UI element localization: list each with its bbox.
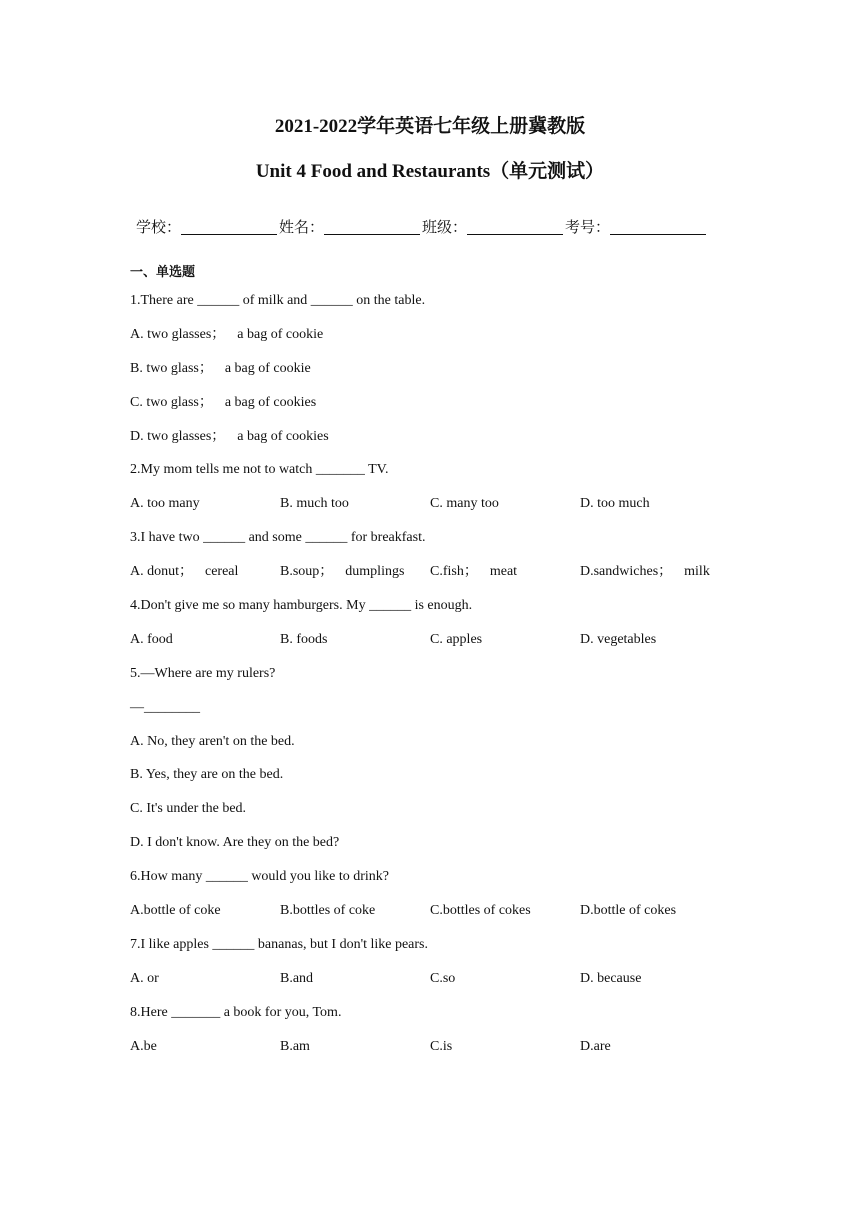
option-a: A. food: [130, 631, 173, 647]
section-heading: 一、单选题: [130, 265, 196, 280]
option-d: D.sandwiches； milk: [580, 564, 710, 580]
option-c: C. It's under the bed.: [130, 801, 247, 817]
name-label: 姓名：: [279, 220, 325, 236]
option-b: [130, 357, 770, 391]
option-b: B. much too: [280, 496, 349, 512]
class-blank[interactable]: [467, 218, 563, 235]
option-text: a bag of cookies: [237, 428, 329, 444]
option-row: [130, 628, 770, 662]
question-stem: 6.How many ______ would you like to drink?: [130, 869, 389, 885]
option-b: B.and: [280, 970, 314, 986]
option-a: A. No, they aren't on the bed.: [130, 733, 295, 749]
option-c: C.fish； meat: [430, 564, 518, 580]
question-stem: 8.Here _______ a book for you, Tom.: [130, 1004, 342, 1020]
option-a: A. or: [130, 970, 159, 986]
option-d: [130, 425, 770, 459]
question-stem: 3.I have two ______ and some ______ for breakfast.: [130, 530, 426, 546]
option-a: A. too many: [130, 496, 200, 512]
option-row: [130, 492, 770, 526]
question-stem: 2.My mom tells me not to watch _______ TV.: [130, 462, 389, 478]
exam-number-blank[interactable]: [610, 218, 706, 235]
option-d: D. too much: [580, 496, 650, 512]
option-b: B.soup； dumplings: [280, 564, 405, 580]
option-text: C. two glass；: [130, 394, 213, 410]
question-stem: 5.—Where are my rulers?: [130, 665, 276, 681]
question-stem: 4.Don't give me so many hamburgers. My ______ is enough.: [130, 598, 473, 614]
school-blank[interactable]: [181, 218, 277, 235]
question-reply: —________: [130, 699, 200, 715]
option-c: C.so: [430, 970, 456, 986]
question-stem: 7.I like apples ______ bananas, but I don't like pears.: [130, 936, 429, 952]
option-c: [130, 391, 770, 425]
question-stem: 1.There are ______ of milk and ______ on the table.: [130, 293, 426, 308]
option-text: a bag of cookie: [224, 360, 311, 376]
option-row: [130, 560, 770, 594]
option-d: D. I don't know. Are they on the bed?: [130, 835, 340, 851]
name-blank[interactable]: [324, 218, 420, 235]
option-d: D. vegetables: [580, 631, 657, 647]
exam-number-label: 考号：: [565, 220, 611, 236]
option-text: D. two glasses；: [130, 428, 226, 444]
option-a: [130, 323, 770, 357]
option-text: a bag of cookie: [237, 326, 324, 342]
option-c: C.bottles of cokes: [430, 903, 531, 919]
option-b: B.bottles of coke: [280, 903, 376, 919]
question-list: [130, 289, 770, 1068]
option-c: C.is: [430, 1038, 453, 1054]
option-c: C. many too: [430, 496, 499, 512]
option-text: a bag of cookies: [224, 394, 317, 410]
option-d: D.bottle of cokes: [580, 903, 677, 919]
class-label: 班级：: [422, 220, 468, 236]
option-text: B. two glass；: [130, 360, 213, 376]
student-info-row: [136, 216, 736, 240]
option-a: A. donut； cereal: [130, 564, 239, 580]
option-b: B. foods: [280, 631, 328, 647]
option-d: D.are: [580, 1038, 611, 1054]
unit-title: Unit 4 Food and Restaurants（单元测试）: [255, 161, 605, 182]
option-b: B.am: [280, 1038, 310, 1054]
option-c: C. apples: [430, 631, 483, 647]
option-b: B. Yes, they are on the bed.: [130, 767, 284, 783]
option-row: [130, 1035, 770, 1069]
option-d: D. because: [580, 970, 642, 986]
option-row: [130, 899, 770, 933]
option-a: A.be: [130, 1038, 157, 1054]
option-text: A. two glasses；: [130, 326, 226, 342]
school-label: 学校：: [136, 220, 182, 236]
option-row: [130, 967, 770, 1001]
option-a: A.bottle of coke: [130, 903, 221, 919]
document-title: 2021-2022学年英语七年级上册冀教版: [274, 116, 586, 137]
